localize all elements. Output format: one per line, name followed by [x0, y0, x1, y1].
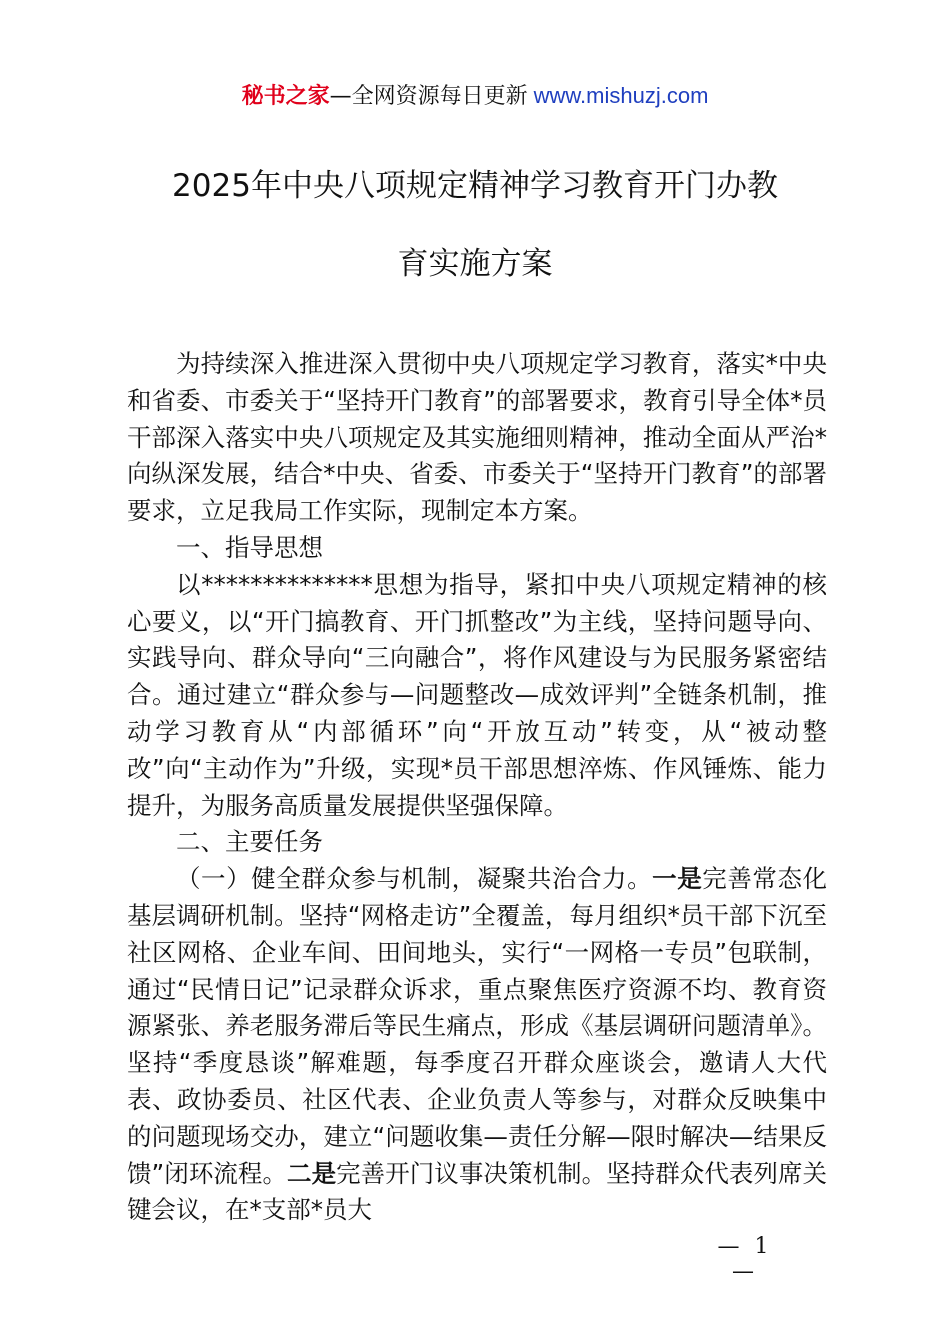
section-heading-main-tasks: 二、主要任务 — [176, 827, 323, 857]
first-point-marker: 一是 — [652, 864, 703, 894]
section-heading-guiding-thought: 一、指导思想 — [176, 532, 323, 562]
document-body — [127, 346, 827, 1229]
title-line-2: 育实施方案 — [397, 246, 553, 282]
task-one-paragraph — [127, 861, 827, 1229]
document-title — [120, 160, 830, 290]
site-url-link[interactable]: www.mishuzj.com — [533, 83, 709, 108]
guiding-thought-paragraph: 以**************思想为指导，紧扣中央八项规定精神的核心要义，以“开门搞教育、开门抓整改”为主线，坚持问题导向、实践导向、群众导向“三向融合”，将作风建设与为民服务紧密结合。通过建立“群众参与—问题整改—成效评判”全链条机制，推动学习教育从“内部循环”向“开放互动”转变，从“被动整改”向“主动作为”升级，实现*员干部思想淬炼、作风锤炼、能力提升，为服务高质量发展提供坚强保障。 — [127, 569, 827, 820]
title-line-1: 2025年中央八项规定精神学习教育开门办教 — [172, 168, 778, 204]
first-point-text: 完善常态化基层调研机制。坚持“网格走访”全覆盖，每月组织*员干部下沉至社区网格、企业车间、田间地头，实行“一网格一专员”包联制，通过“民情日记”记录群众诉求，重点聚焦医疗资源不均、教育资源紧张、养老服务滞后等民生痛点，形成《基层调研问题清单》。坚持“季度恳谈”解难题，每季度召开群众座谈会，邀请人大代表、政协委员、社区代表、企业负责人等参与，对群众反映集中的问题现场交办，建立“问题收集—责任分解—限时解决—结果反馈”闭环流程。 — [127, 864, 828, 1188]
second-point-marker: 二是 — [287, 1158, 337, 1188]
second-point-text: 完善开门议事决策机制。坚持群众代表列席关键会议，在*支部*员大 — [127, 1158, 828, 1225]
banner-slogan: —全网资源每日更新 — [329, 84, 528, 109]
brand-name: 秘书之家 — [241, 84, 330, 109]
site-banner — [0, 80, 950, 113]
task-one-lead: （一）健全群众参与机制，凝聚共治合力。 — [176, 864, 653, 894]
page-number: — 1 — — [717, 1234, 773, 1284]
intro-paragraph: 为持续深入推进深入贯彻中央八项规定学习教育，落实*中央和省委、市委关于“坚持开门教育”的部署要求，教育引导全体*员干部深入落实中央八项规定及其实施细则精神，推动全面从严治*向纵深发展，结合*中央、省委、市委关于“坚持开门教育”的部署要求，立足我局工作实际，现制定本方案。 — [127, 349, 827, 526]
